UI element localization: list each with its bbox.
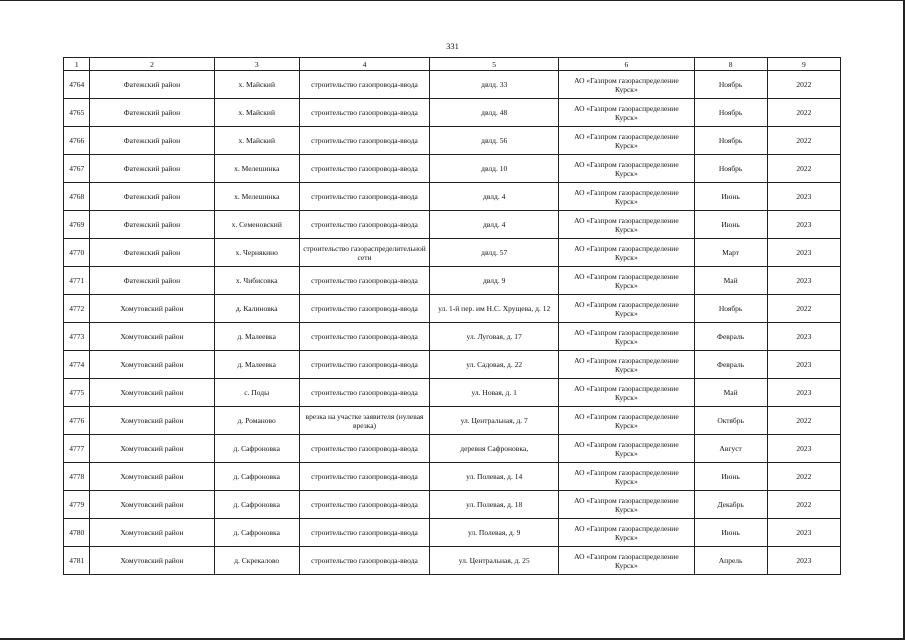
address-cell: двлд. 9 [430, 267, 559, 295]
work-type-cell: строительство газопровода-ввода [299, 71, 429, 99]
month-cell: Июнь [694, 211, 767, 239]
row-id-cell: 4766 [64, 127, 90, 155]
row-id-cell: 4778 [64, 463, 90, 491]
month-cell: Ноябрь [694, 127, 767, 155]
year-cell: 2023 [767, 379, 840, 407]
table-row [64, 519, 841, 547]
year-cell: 2022 [767, 463, 840, 491]
address-cell: ул. 1-й пер. им Н.С. Хрущева, д. 12 [430, 295, 559, 323]
column-number-header: 8 [694, 58, 767, 71]
table-row [64, 323, 841, 351]
district-cell: Хомутовский район [90, 295, 214, 323]
district-cell: Хомутовский район [90, 379, 214, 407]
year-cell: 2023 [767, 239, 840, 267]
work-type-cell: строительство газопровода-ввода [299, 435, 429, 463]
settlement-cell: д. Романово [214, 407, 299, 435]
work-type-cell: строительство газопровода-ввода [299, 267, 429, 295]
work-type-cell: строительство газопровода-ввода [299, 183, 429, 211]
month-cell: Май [694, 267, 767, 295]
work-type-cell: строительство газопровода-ввода [299, 547, 429, 575]
address-cell: ул. Садовая, д. 22 [430, 351, 559, 379]
month-cell: Июнь [694, 183, 767, 211]
year-cell: 2023 [767, 211, 840, 239]
settlement-cell: х. Майский [214, 127, 299, 155]
settlement-cell: х. Чернякино [214, 239, 299, 267]
district-cell: Хомутовский район [90, 547, 214, 575]
table-row [64, 71, 841, 99]
month-cell: Июнь [694, 519, 767, 547]
organization-cell: АО «Газпром газораспределение Курск» [559, 547, 694, 575]
row-id-cell: 4775 [64, 379, 90, 407]
organization-cell: АО «Газпром газораспределение Курск» [559, 379, 694, 407]
year-cell: 2022 [767, 127, 840, 155]
table-row [64, 491, 841, 519]
column-number-header: 6 [559, 58, 694, 71]
district-cell: Фатежский район [90, 239, 214, 267]
district-cell: Фатежский район [90, 183, 214, 211]
organization-cell: АО «Газпром газораспределение Курск» [559, 127, 694, 155]
column-number-header: 9 [767, 58, 840, 71]
row-id-cell: 4771 [64, 267, 90, 295]
year-cell: 2022 [767, 99, 840, 127]
month-cell: Май [694, 379, 767, 407]
table-row [64, 407, 841, 435]
settlement-cell: д. Сафроновка [214, 519, 299, 547]
month-cell: Октябрь [694, 407, 767, 435]
organization-cell: АО «Газпром газораспределение Курск» [559, 435, 694, 463]
table-row [64, 267, 841, 295]
settlement-cell: х. Мелешинка [214, 155, 299, 183]
year-cell: 2022 [767, 407, 840, 435]
row-id-cell: 4772 [64, 295, 90, 323]
district-cell: Хомутовский район [90, 519, 214, 547]
settlement-cell: д. Сафроновка [214, 463, 299, 491]
year-cell: 2023 [767, 183, 840, 211]
settlement-cell: д. Скрекалово [214, 547, 299, 575]
column-number-header: 4 [299, 58, 429, 71]
row-id-cell: 4781 [64, 547, 90, 575]
year-cell: 2023 [767, 435, 840, 463]
month-cell: Ноябрь [694, 99, 767, 127]
address-cell: ул. Центральная, д. 25 [430, 547, 559, 575]
row-id-cell: 4779 [64, 491, 90, 519]
settlement-cell: д. Сафроновка [214, 491, 299, 519]
table-row [64, 379, 841, 407]
table-row [64, 463, 841, 491]
address-cell: ул. Полевая, д. 18 [430, 491, 559, 519]
row-id-cell: 4773 [64, 323, 90, 351]
settlement-cell: с. Поды [214, 379, 299, 407]
organization-cell: АО «Газпром газораспределение Курск» [559, 71, 694, 99]
year-cell: 2023 [767, 351, 840, 379]
address-cell: двлд. 10 [430, 155, 559, 183]
organization-cell: АО «Газпром газораспределение Курск» [559, 519, 694, 547]
column-number-header: 1 [64, 58, 90, 71]
year-cell: 2023 [767, 267, 840, 295]
row-id-cell: 4777 [64, 435, 90, 463]
settlement-cell: д. Малеевка [214, 351, 299, 379]
settlement-cell: х. Майский [214, 71, 299, 99]
row-id-cell: 4764 [64, 71, 90, 99]
month-cell: Декабрь [694, 491, 767, 519]
address-cell: ул. Новая, д. 1 [430, 379, 559, 407]
settlement-cell: д. Калиновка [214, 295, 299, 323]
month-cell: Август [694, 435, 767, 463]
month-cell: Ноябрь [694, 295, 767, 323]
table-row [64, 295, 841, 323]
table-row [64, 127, 841, 155]
row-id-cell: 4780 [64, 519, 90, 547]
work-type-cell: строительство газопровода-ввода [299, 323, 429, 351]
year-cell: 2023 [767, 547, 840, 575]
column-number-header: 5 [430, 58, 559, 71]
column-number-header: 2 [90, 58, 214, 71]
organization-cell: АО «Газпром газораспределение Курск» [559, 183, 694, 211]
organization-cell: АО «Газпром газораспределение Курск» [559, 295, 694, 323]
organization-cell: АО «Газпром газораспределение Курск» [559, 267, 694, 295]
month-cell: Февраль [694, 351, 767, 379]
work-type-cell: строительство газопровода-ввода [299, 211, 429, 239]
organization-cell: АО «Газпром газораспределение Курск» [559, 351, 694, 379]
table-row [64, 435, 841, 463]
settlement-cell: х. Майский [214, 99, 299, 127]
organization-cell: АО «Газпром газораспределение Курск» [559, 239, 694, 267]
month-cell: Февраль [694, 323, 767, 351]
district-cell: Фатежский район [90, 211, 214, 239]
row-id-cell: 4765 [64, 99, 90, 127]
address-cell: двлд. 4 [430, 183, 559, 211]
settlement-cell: х. Чибисовка [214, 267, 299, 295]
organization-cell: АО «Газпром газораспределение Курск» [559, 407, 694, 435]
gasification-register-table [63, 57, 841, 575]
address-cell: двлд. 48 [430, 99, 559, 127]
month-cell: Ноябрь [694, 71, 767, 99]
organization-cell: АО «Газпром газораспределение Курск» [559, 155, 694, 183]
table-row [64, 155, 841, 183]
header-row [64, 58, 841, 71]
address-cell: ул. Полевая, д. 9 [430, 519, 559, 547]
organization-cell: АО «Газпром газораспределение Курск» [559, 99, 694, 127]
month-cell: Март [694, 239, 767, 267]
table-body [64, 71, 841, 575]
work-type-cell: строительство газораспределительной сети [299, 239, 429, 267]
district-cell: Хомутовский район [90, 351, 214, 379]
row-id-cell: 4769 [64, 211, 90, 239]
table-row [64, 351, 841, 379]
work-type-cell: строительство газопровода-ввода [299, 295, 429, 323]
address-cell: ул. Полевая, д. 14 [430, 463, 559, 491]
address-cell: ул. Луговая, д. 17 [430, 323, 559, 351]
row-id-cell: 4776 [64, 407, 90, 435]
work-type-cell: строительство газопровода-ввода [299, 99, 429, 127]
work-type-cell: строительство газопровода-ввода [299, 351, 429, 379]
table-row [64, 183, 841, 211]
district-cell: Хомутовский район [90, 323, 214, 351]
table-row [64, 211, 841, 239]
settlement-cell: х. Семеновский [214, 211, 299, 239]
district-cell: Фатежский район [90, 267, 214, 295]
table-row [64, 547, 841, 575]
table-row [64, 239, 841, 267]
district-cell: Хомутовский район [90, 491, 214, 519]
address-cell: деревня Сафроновка, [430, 435, 559, 463]
year-cell: 2023 [767, 323, 840, 351]
year-cell: 2022 [767, 71, 840, 99]
district-cell: Фатежский район [90, 155, 214, 183]
organization-cell: АО «Газпром газораспределение Курск» [559, 323, 694, 351]
page-border-top [0, 0, 903, 1]
year-cell: 2022 [767, 491, 840, 519]
address-cell: двлд. 56 [430, 127, 559, 155]
settlement-cell: х. Мелешинка [214, 183, 299, 211]
column-number-header: 3 [214, 58, 299, 71]
district-cell: Фатежский район [90, 127, 214, 155]
district-cell: Фатежский район [90, 99, 214, 127]
row-id-cell: 4770 [64, 239, 90, 267]
address-cell: двлд. 57 [430, 239, 559, 267]
month-cell: Ноябрь [694, 155, 767, 183]
row-id-cell: 4774 [64, 351, 90, 379]
work-type-cell: врезка на участке заявителя (нулевая врезка) [299, 407, 429, 435]
district-cell: Хомутовский район [90, 435, 214, 463]
work-type-cell: строительство газопровода-ввода [299, 155, 429, 183]
district-cell: Хомутовский район [90, 463, 214, 491]
work-type-cell: строительство газопровода-ввода [299, 379, 429, 407]
year-cell: 2022 [767, 295, 840, 323]
work-type-cell: строительство газопровода-ввода [299, 519, 429, 547]
district-cell: Хомутовский район [90, 407, 214, 435]
organization-cell: АО «Газпром газораспределение Курск» [559, 211, 694, 239]
address-cell: ул. Центральная, д. 7 [430, 407, 559, 435]
row-id-cell: 4767 [64, 155, 90, 183]
work-type-cell: строительство газопровода-ввода [299, 127, 429, 155]
district-cell: Фатежский район [90, 71, 214, 99]
page-number: 331 [446, 41, 459, 51]
row-id-cell: 4768 [64, 183, 90, 211]
year-cell: 2023 [767, 519, 840, 547]
year-cell: 2022 [767, 155, 840, 183]
settlement-cell: д. Малеевка [214, 323, 299, 351]
month-cell: Апрель [694, 547, 767, 575]
address-cell: двлд. 33 [430, 71, 559, 99]
settlement-cell: д. Сафроновка [214, 435, 299, 463]
month-cell: Июнь [694, 463, 767, 491]
table-row [64, 99, 841, 127]
organization-cell: АО «Газпром газораспределение Курск» [559, 463, 694, 491]
work-type-cell: строительство газопровода-ввода [299, 463, 429, 491]
address-cell: двлд. 4 [430, 211, 559, 239]
organization-cell: АО «Газпром газораспределение Курск» [559, 491, 694, 519]
work-type-cell: строительство газопровода-ввода [299, 491, 429, 519]
